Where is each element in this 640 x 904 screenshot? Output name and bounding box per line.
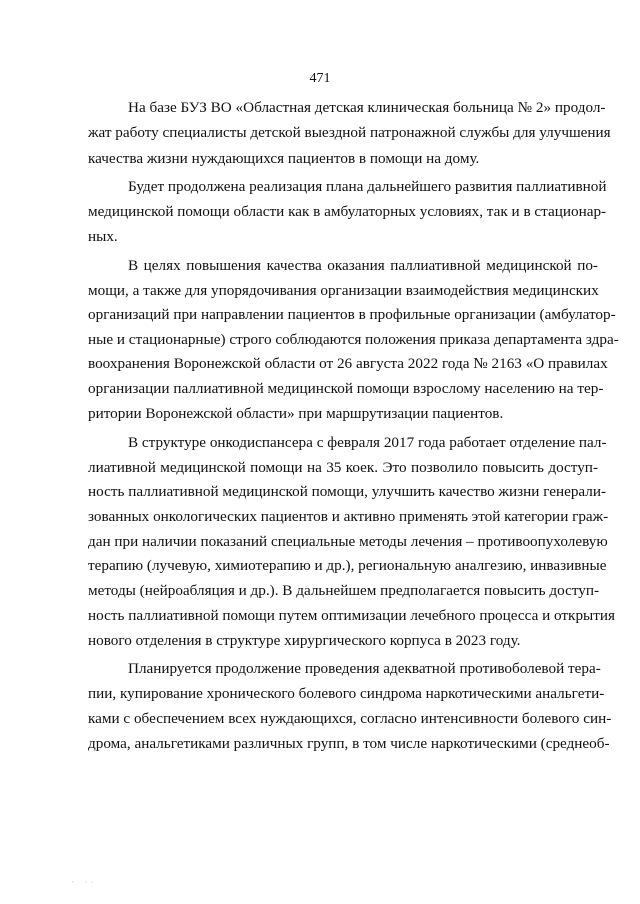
- paragraph-line: ность паллиативной помощи путем оптимизации лечебного процесса и открытия: [88, 607, 615, 624]
- paragraph-line: дрома, анальгетиками различных групп, в том числе наркотическими (среднеоб-: [88, 735, 610, 752]
- paragraph-line: ность паллиативной медицинской помощи, улучшить качество жизни генерали-: [88, 483, 607, 500]
- paragraph-line: качества жизни нуждающихся пациентов в помощи на дому.: [88, 150, 480, 167]
- paragraph-line: В целях повышения качества оказания паллиативной медицинской по-: [128, 257, 598, 274]
- paragraph-line: медицинской помощи области как в амбулаторных условиях, так и в стационар-: [88, 203, 607, 220]
- paragraph-line: На базе БУЗ ВО «Областная детская клиническая больница № 2» продол-: [128, 99, 606, 116]
- paragraph-line: терапию (лучевую, химиотерапию и др.), региональную аналгезию, инвазивные: [88, 557, 607, 574]
- paragraph-line: Будет продолжена реализация плана дальнейшего развития паллиативной: [128, 178, 607, 195]
- paragraph-line: ных.: [88, 228, 118, 245]
- paragraph-line: методы (нейроабляция и др.). В дальнейшем предполагается повысить доступ-: [88, 582, 600, 599]
- paragraph-line: пии, купирование хронического болевого синдрома наркотическими анальгети-: [88, 685, 605, 702]
- paragraph-line: нового отделения в структуре хирургического корпуса в 2023 году.: [88, 632, 521, 649]
- paragraph-line: жат работу специалисты детской выездной патронажной службы для улучшения: [88, 124, 611, 141]
- paragraph-line: ритории Воронежской области» при маршрутизации пациентов.: [88, 405, 504, 422]
- paragraph-line: Планируется продолжение проведения адекватной противоболевой тера-: [128, 660, 601, 677]
- paragraph-line: ные и стационарные) строго соблюдаются положения приказа департамента здра-: [88, 331, 619, 348]
- scan-speck-marks: [70, 880, 110, 884]
- page-number: 471: [309, 71, 331, 86]
- paragraph-line: мощи, а также для упорядочивания организации взаимодействия медицинских: [88, 282, 599, 299]
- paragraph-line: организации паллиативной медицинской помощи взрослому населению на тер-: [88, 380, 604, 397]
- paragraph-line: воохранения Воронежской области от 26 августа 2022 года № 2163 «О правилах: [88, 355, 608, 372]
- paragraph-line: ками с обеспечением всех нуждающихся, согласно интенсивности болевого син-: [88, 710, 612, 727]
- paragraph-line: организаций при направлении пациентов в профильные организации (амбулатор-: [88, 306, 616, 323]
- paragraph-line: зованных онкологических пациентов и активно применять этой категории граж-: [88, 508, 609, 525]
- paragraph-line: лиативной медицинской помощи на 35 коек. Это позволило повысить доступ-: [88, 459, 598, 476]
- paragraph-line: дан при наличии показаний специальные методы лечения – противоопухолевую: [88, 533, 608, 550]
- paragraph-line: В структуре онкодиспансера с февраля 2017 года работает отделение пал-: [128, 434, 607, 451]
